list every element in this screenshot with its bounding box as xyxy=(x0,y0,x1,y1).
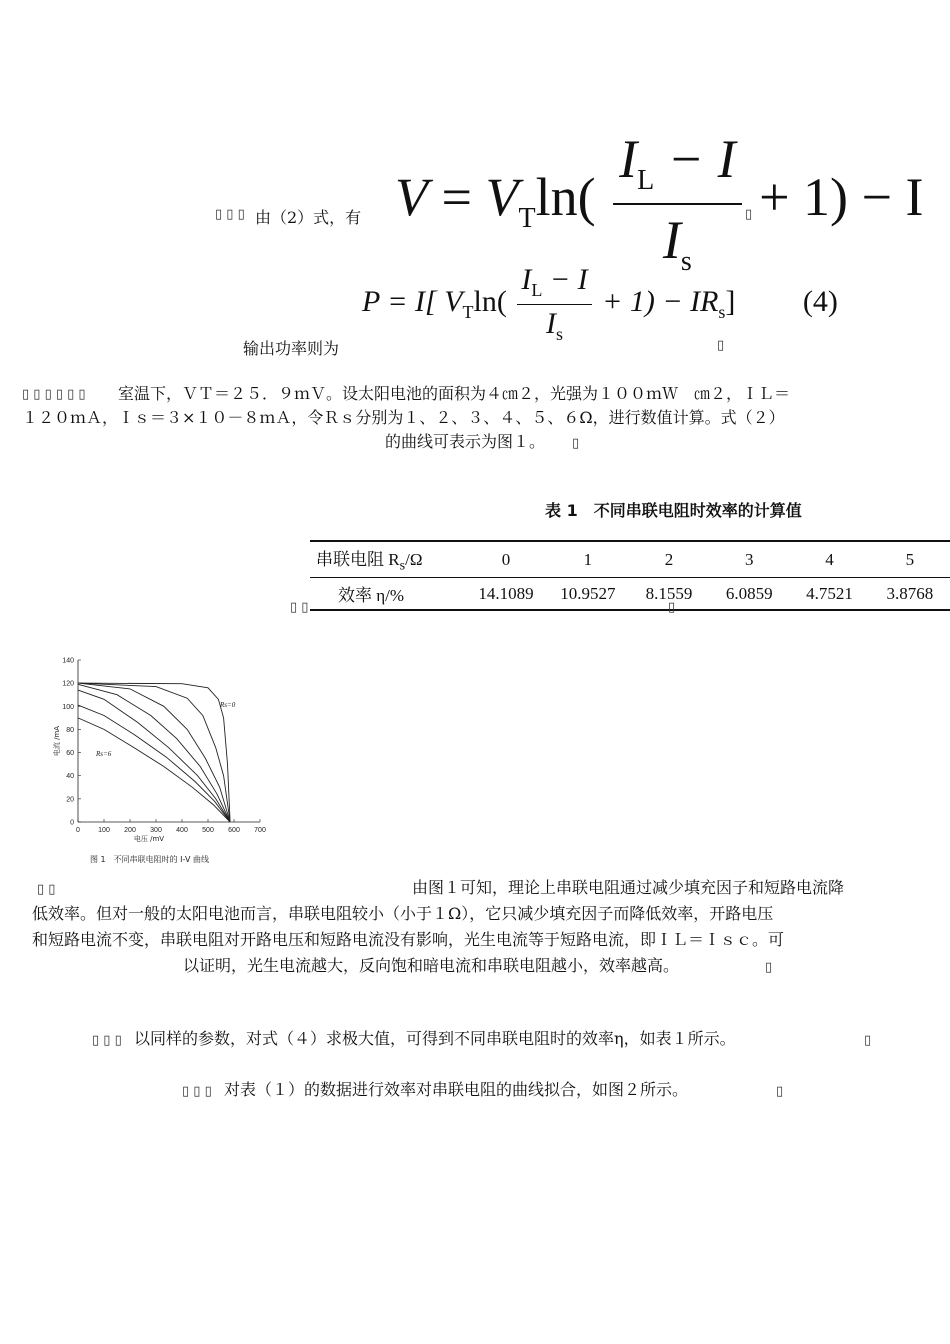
y-tick-label: 0 xyxy=(70,819,74,827)
x-tick-label: 100 xyxy=(98,827,110,834)
chart-caption: 图 1 不同串联电阻时的 I-V 曲线 xyxy=(90,855,209,864)
table-row-header: 效率 η/% xyxy=(338,586,405,606)
placeholder-glyphs: ▯ ▯ ▯ ▯ ▯ ▯ xyxy=(22,387,86,402)
iv-curve-chart xyxy=(50,650,280,870)
eq2-ln: ln( xyxy=(473,284,507,318)
rs-label: 串联电阻 R xyxy=(316,550,400,569)
placeholder-glyph: ▯ xyxy=(765,960,773,975)
iv-curve-rs-5 xyxy=(78,705,230,822)
y-tick-label: 80 xyxy=(66,726,74,734)
eq1-equals: = xyxy=(441,167,472,228)
para3-text: 以同样的参数，对式（４）求极大值，可得到不同串联电阻时的效率η，如表１所示。 xyxy=(134,1029,736,1048)
placeholder-glyph: ▯ xyxy=(717,338,725,353)
eq1-ln: ln( xyxy=(535,167,596,228)
eq1-num-sub: L xyxy=(637,164,655,196)
eq2-num-rest: − I xyxy=(542,263,588,296)
eq2-close: ] xyxy=(725,284,736,318)
eq2-fraction xyxy=(517,263,591,345)
eq1-vt: V xyxy=(485,167,519,228)
rs-unit: /Ω xyxy=(405,550,423,569)
para2-line3: 和短路电流不变，串联电阻对开路电压和短路电流没有影响，光生电流等于短路电流，即ＩＬ＝Ｉｓｃ。可 xyxy=(32,930,785,949)
placeholder-glyph: ▯ xyxy=(776,1084,784,1099)
table-cell: 3.8768 xyxy=(886,583,934,603)
x-tick-label: 500 xyxy=(202,827,214,834)
eq2-num: I xyxy=(521,263,532,296)
para4-text: 对表（１）的数据进行效率对串联电阻的曲线拟合，如图２所示。 xyxy=(224,1080,689,1099)
eq1-tail: + 1) − I xyxy=(759,167,924,228)
eq1-num-rest: − I xyxy=(654,129,736,189)
eq1-den: I xyxy=(662,209,681,270)
placeholder-glyph: ▯ xyxy=(572,436,580,451)
x-tick-label: 700 xyxy=(254,827,266,834)
eq1-num: I xyxy=(619,129,638,189)
table-cell: 0 xyxy=(465,541,547,578)
y-tick-label: 40 xyxy=(66,773,74,781)
placeholder-glyphs: ▯ ▯ ▯ xyxy=(215,207,245,222)
intro-line-1: 由（2）式，有 xyxy=(255,208,362,227)
eq2-vt-sub: T xyxy=(462,301,474,322)
y-tick-label: 60 xyxy=(66,750,74,758)
para1-line3: 的曲线可表示为图１。 xyxy=(385,432,546,451)
equation-power xyxy=(362,263,838,345)
eq1-fraction xyxy=(613,128,742,278)
x-tick-label: 300 xyxy=(150,827,162,834)
annotation-rs0: Rs=0 xyxy=(220,701,236,709)
table-cell: 5 xyxy=(870,541,950,578)
efficiency-table xyxy=(310,540,950,611)
table-cell: 2 xyxy=(629,541,709,578)
para2-line2: 低效率。但对一般的太阳电池而言，串联电阻较小（小于１Ω），它只减少填充因子而降低效率，开路电压 xyxy=(32,904,774,923)
eq2-num-sub: L xyxy=(531,280,543,300)
placeholder-glyphs: ▯ ▯ xyxy=(37,882,56,897)
table-row-header xyxy=(310,541,465,578)
y-tick-label: 100 xyxy=(62,703,74,711)
intro-line-2: 输出功率则为 xyxy=(243,339,340,358)
table-cell: 8.1559 xyxy=(645,583,693,603)
y-tick-label: 140 xyxy=(62,657,74,665)
eq2-tail: + 1) − IR xyxy=(602,284,719,318)
para2-line4: 以证明，光生电流越大，反向饱和暗电流和串联电阻越小，效率越高。 xyxy=(183,956,680,975)
x-axis-label: 电压 /mV xyxy=(133,835,165,843)
iv-curve-rs-6 xyxy=(78,718,230,822)
placeholder-glyphs: ▯ ▯ xyxy=(290,600,309,615)
table-cell: 10.9527 xyxy=(560,583,616,603)
table-cell: 4 xyxy=(789,541,869,578)
placeholder-glyph: ▯ xyxy=(668,600,676,615)
table-row xyxy=(310,541,950,578)
table-cell: 4.7521 xyxy=(806,583,853,603)
x-tick-label: 400 xyxy=(176,827,188,834)
equation-number: (4) xyxy=(802,284,838,318)
rs-label-sub: s xyxy=(399,557,406,574)
eq2-lhs: P = I[ V xyxy=(362,284,463,318)
eq2-den-sub: s xyxy=(555,324,563,344)
table-cell: 1 xyxy=(547,541,629,578)
table-cell: 6.0859 xyxy=(725,583,773,603)
placeholder-glyph: ▯ xyxy=(864,1033,872,1048)
table-cell: 14.1089 xyxy=(478,583,534,603)
placeholder-glyphs: ▯ ▯ ▯ xyxy=(92,1033,122,1048)
eq2-tail-sub: s xyxy=(718,301,726,322)
placeholder-glyphs: ▯ ▯ ▯ xyxy=(182,1084,212,1099)
y-axis-label: 电流 /mA xyxy=(53,725,61,757)
placeholder-glyph: ▯ xyxy=(745,207,753,222)
x-tick-label: 200 xyxy=(124,827,136,834)
table-row xyxy=(310,578,950,611)
y-tick-label: 120 xyxy=(62,680,74,688)
table-title: 表 1 不同串联电阻时效率的计算值 xyxy=(545,501,802,520)
y-tick-label: 20 xyxy=(66,796,74,804)
equation-voltage xyxy=(395,128,923,278)
x-tick-label: 0 xyxy=(76,827,80,834)
eq2-den: I xyxy=(545,307,556,340)
para2-line1: 由图１可知，理论上串联电阻通过减少填充因子和短路电流降 xyxy=(412,878,845,897)
eq1-lhs: V xyxy=(395,167,428,228)
eq1-den-sub: s xyxy=(680,245,692,277)
para1-line2: １２０ｍＡ，Ｉｓ＝３×１０－８ｍＡ，令Ｒｓ分别为１、２、３、４、５、６Ω，进行数值计算。式（２） xyxy=(22,408,785,427)
annotation-rs6: Rs=6 xyxy=(96,750,112,758)
table-cell: 3 xyxy=(709,541,789,578)
x-tick-label: 600 xyxy=(228,827,240,834)
eq1-vt-sub: T xyxy=(518,202,536,234)
para1-line1: 室温下，ＶＴ＝２５．９ｍＶ。设太阳电池的面积为４㎝２，光强为１００ｍＷ ㎝２，ＩＬ＝ xyxy=(118,384,791,403)
